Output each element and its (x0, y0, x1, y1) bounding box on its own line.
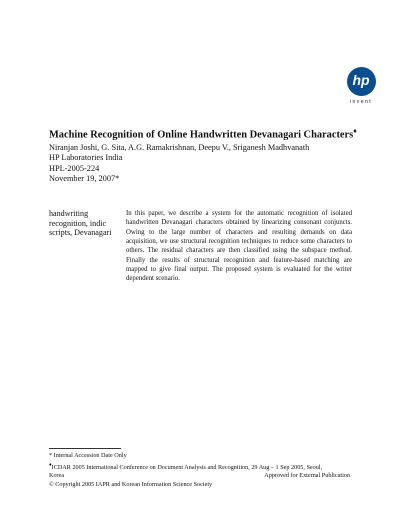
paper-title-text: Machine Recognition of Online Handwritten Devanagari Characters (49, 129, 354, 141)
authors: Niranjan Joshi, G. Sita, A.G. Ramakrishnan, Deepu V., Sriganesh Madhvanath (49, 143, 310, 152)
hp-logo-circle (347, 67, 376, 96)
keywords: handwriting recognition, indic scripts, Devanagari (49, 209, 112, 238)
footnotes (49, 452, 357, 489)
internal-accession-note: * Internal Accession Date Only (49, 452, 127, 459)
approval-row (49, 472, 357, 481)
lab-name: HP Laboratories India (49, 153, 123, 163)
approval-note: Approved for External Publication (264, 472, 350, 480)
conference-country: Korea (49, 472, 65, 480)
hp-logo (343, 67, 379, 107)
copyright-note: © Copyright 2005 IAPR and Korean Information Science Society (49, 480, 213, 488)
conference-note (49, 461, 357, 473)
abstract: In this paper, we describe a system for the automatic recognition of isolated handwritten Devanagari characters obtained by linearizing consonant conjuncts. Owing to the large number of characters and resulting demands on data acquisition, we use structural recognition techniques to reduce some characters to others. The residual characters are then classified using the subspace method. Finally the results of structural recognition and feature-based matching are mapped to give final output. The proposed system is evaluated for the writer dependent scenario. (126, 210, 352, 283)
report-number: HPL-2005-224 (49, 163, 100, 173)
paper-title (49, 125, 357, 141)
report-metadata (49, 143, 309, 184)
footnote-divider (49, 448, 121, 449)
hp-logo-letters: hp (352, 72, 370, 88)
conference-note-mark: ♦ (49, 461, 52, 468)
title-footnote-mark: ♦ (353, 127, 357, 135)
conference-text: ICDAR 2005 International Conference on Document Analysis and Recognition, 29 Aug – 1 Sep 2005, Seoul, (51, 463, 323, 471)
hp-logo-tagline: invent (349, 99, 373, 105)
report-date: November 19, 2007* (49, 173, 120, 183)
